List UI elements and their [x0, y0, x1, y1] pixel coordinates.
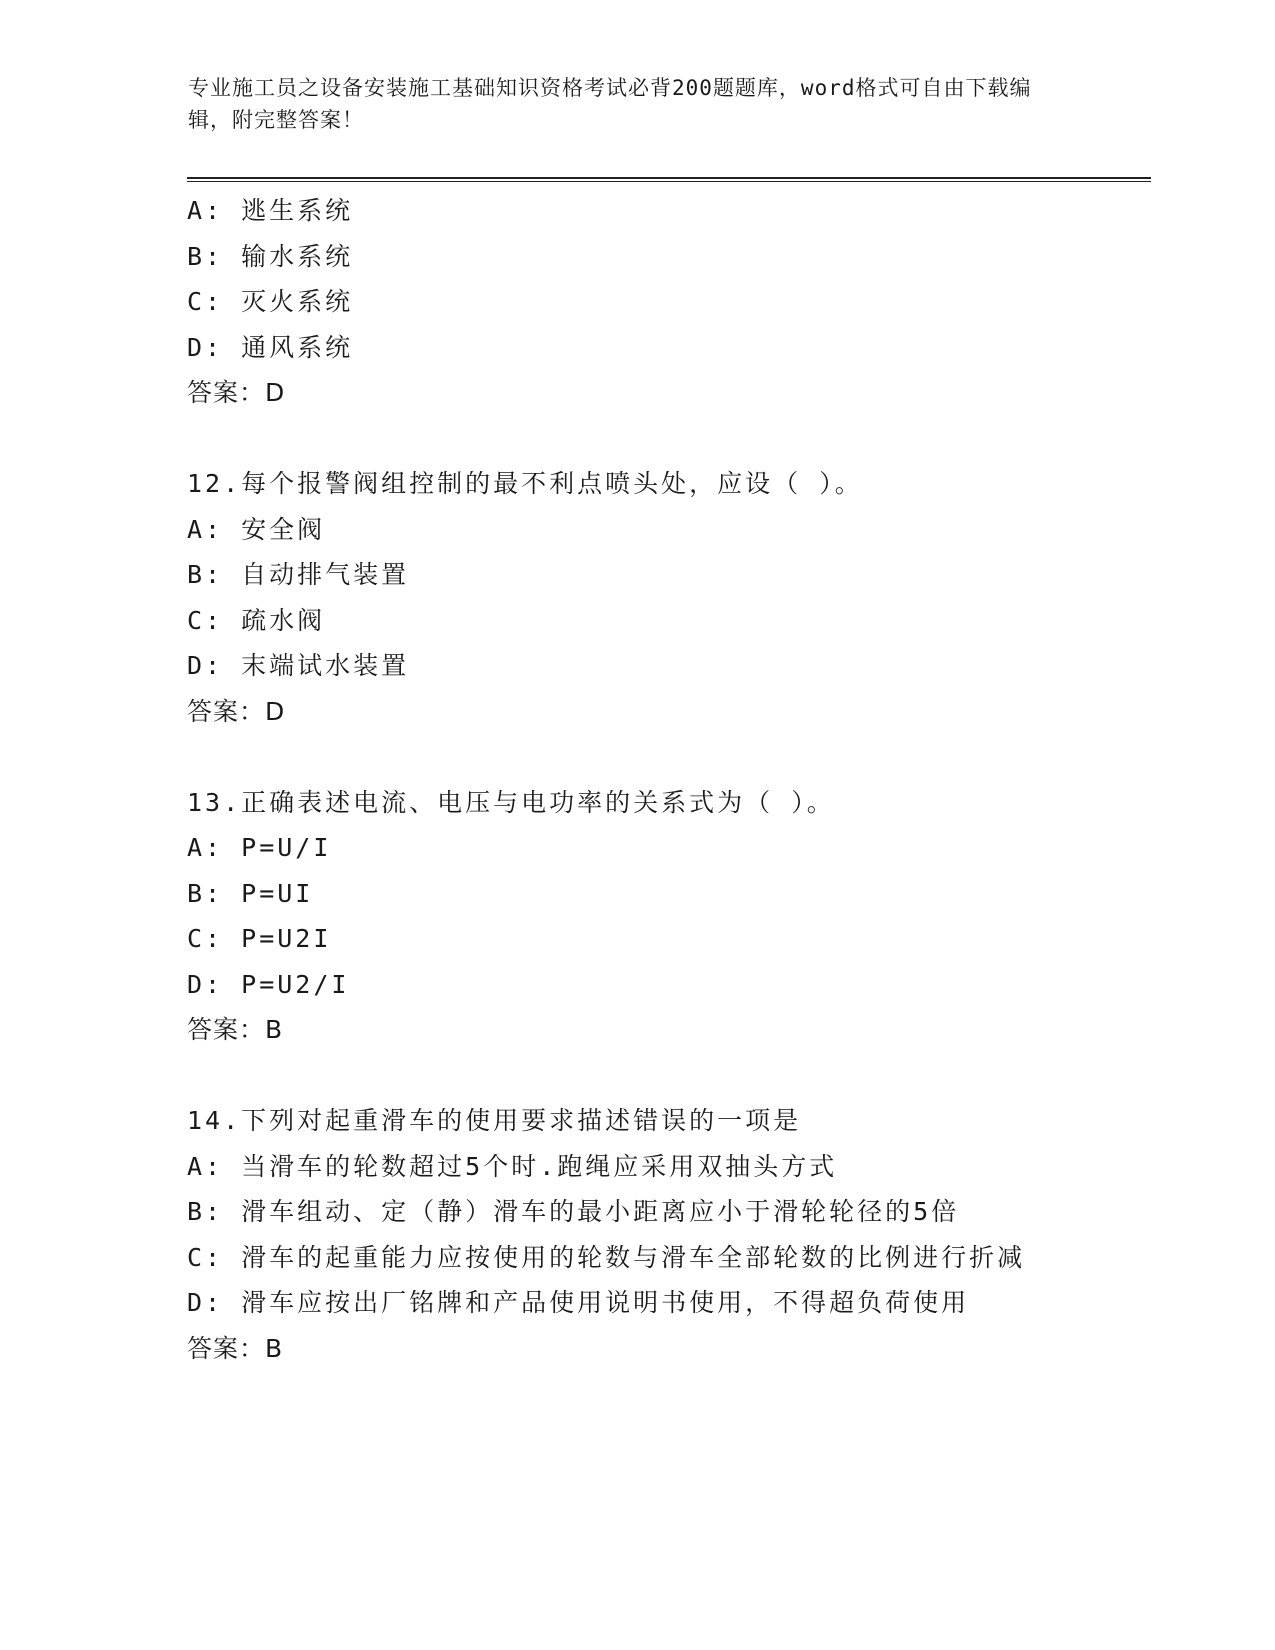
question-text: 14.下列对起重滑车的使用要求描述错误的一项是: [187, 1106, 802, 1135]
question-list: [187, 188, 1147, 1371]
document-header: 专业施工员之设备安装施工基础知识资格考试必背200题题库，word格式可自由下载编辑，附完整答案！: [188, 76, 1032, 132]
answer: 答案：D: [187, 378, 286, 407]
question-11-partial: [187, 188, 1147, 416]
question-14: [187, 1098, 1147, 1371]
answer: 答案：B: [187, 1015, 284, 1044]
option-a: A: 安全阀: [187, 514, 326, 544]
spacer: [187, 1053, 1147, 1099]
option-d: D: 通风系统: [187, 332, 354, 362]
option-a: A: 逃生系统: [187, 196, 354, 225]
option-a: A: P=U/I: [187, 833, 332, 862]
option-b: B: 自动排气装置: [187, 560, 410, 589]
answer: 答案：D: [187, 696, 286, 726]
option-c: C: 疏水阀: [187, 605, 326, 635]
question-13: [187, 780, 1147, 1053]
option-c: C: P=U2I: [187, 924, 332, 953]
option-d: D: 滑车应按出厂铭牌和产品使用说明书使用，不得超负荷使用: [187, 1288, 970, 1317]
spacer: [187, 734, 1147, 780]
spacer: [187, 416, 1147, 462]
option-a: A: 当滑车的轮数超过5个时.跑绳应采用双抽头方式: [187, 1151, 838, 1181]
option-d: D: 末端试水装置: [187, 651, 410, 680]
option-b: B: 滑车组动、定（静）滑车的最小距离应小于滑轮轮径的5倍: [187, 1197, 960, 1226]
option-c: C: 灭火系统: [187, 287, 354, 316]
answer: 答案：B: [187, 1333, 284, 1363]
question-text: 12.每个报警阀组控制的最不利点喷头处，应设（ ）。: [187, 469, 863, 498]
option-b: B: P=UI: [187, 878, 314, 908]
header-divider: [187, 177, 1151, 182]
question-12: [187, 461, 1147, 734]
option-b: B: 输水系统: [187, 241, 354, 271]
option-d: D: P=U2/I: [187, 969, 350, 999]
option-c: C: 滑车的起重能力应按使用的轮数与滑车全部轮数的比例进行折减: [187, 1242, 1026, 1272]
question-text: 13.正确表述电流、电压与电功率的关系式为（ ）。: [187, 787, 835, 817]
